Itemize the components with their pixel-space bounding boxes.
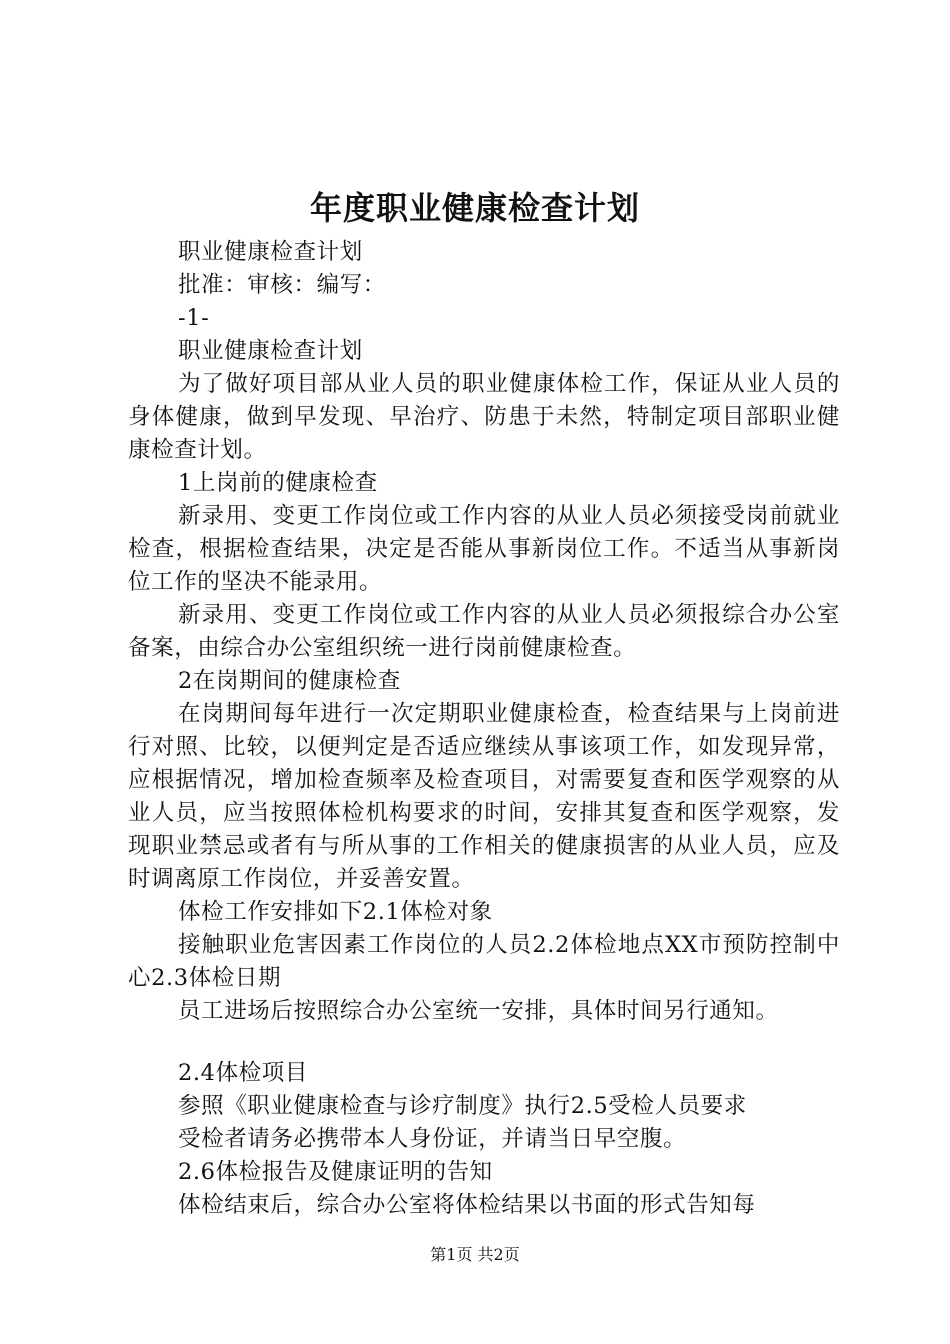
paragraph-approval-line: 批准：审核：编写： (178, 272, 386, 298)
paragraph-subtitle: 职业健康检查计划 (178, 239, 363, 265)
section-heading-2-4: 2.4体检项目 (178, 1060, 308, 1086)
section-heading-2: 2在岗期间的健康检查 (178, 668, 401, 694)
page-footer: 第1页 共2页 (430, 1245, 520, 1264)
document-body (128, 236, 840, 1222)
paragraph-pre-job-filing: 新录用、变更工作岗位或工作内容的从业人员必须报综合办公室备案，由综合办公室组织统一进行岗前健康检查。 (128, 602, 840, 661)
paragraph-on-job-check: 在岗期间每年进行一次定期职业健康检查，检查结果与上岗前进行对照、比较，以便判定是否适应继续从事该项工作，如发现异常，应根据情况，增加检查频率及检查项目，对需要复查和医学观察的从业人员，应当按照体检机构要求的时间，安排其复查和医学观察，发现职业禁忌或者有与所从事的工作相关的健康损害的从业人员，应及时调离原工作岗位，并妥善安置。 (128, 701, 840, 892)
paragraph-arrangement: 体检工作安排如下2.1体检对象 (178, 899, 493, 925)
section-heading-1: 1上岗前的健康检查 (178, 470, 378, 496)
paragraph-plan-heading: 职业健康检查计划 (178, 338, 363, 364)
paragraph-intro: 为了做好项目部从业人员的职业健康体检工作，保证从业人员的身体健康，做到早发现、早治疗、防患于未然，特制定项目部职业健康检查计划。 (128, 371, 840, 463)
section-heading-2-6: 2.6体检报告及健康证明的告知 (178, 1159, 493, 1185)
document-title: 年度职业健康检查计划 (309, 189, 640, 227)
paragraph-pre-job-check: 新录用、变更工作岗位或工作内容的从业人员必须接受岗前就业检查，根据检查结果，决定是否能从事新岗位工作。不适当从事新岗位工作的坚决不能录用。 (128, 503, 840, 595)
paragraph-exam-items: 参照《职业健康检查与诊疗制度》执行2.5受检人员要求 (178, 1093, 747, 1119)
paragraph-report-notice: 体检结束后，综合办公室将体检结果以书面的形式告知每 (178, 1192, 756, 1218)
paragraph-target-location: 接触职业危害因素工作岗位的人员2.2体检地点XX市预防控制中心2.3体检日期 (128, 932, 840, 991)
paragraph-page-marker: -1- (178, 305, 210, 331)
paragraph-schedule: 员工进场后按照综合办公室统一安排，具体时间另行通知。 (178, 998, 779, 1024)
paragraph-requirements: 受检者请务必携带本人身份证，并请当日早空腹。 (178, 1126, 687, 1152)
